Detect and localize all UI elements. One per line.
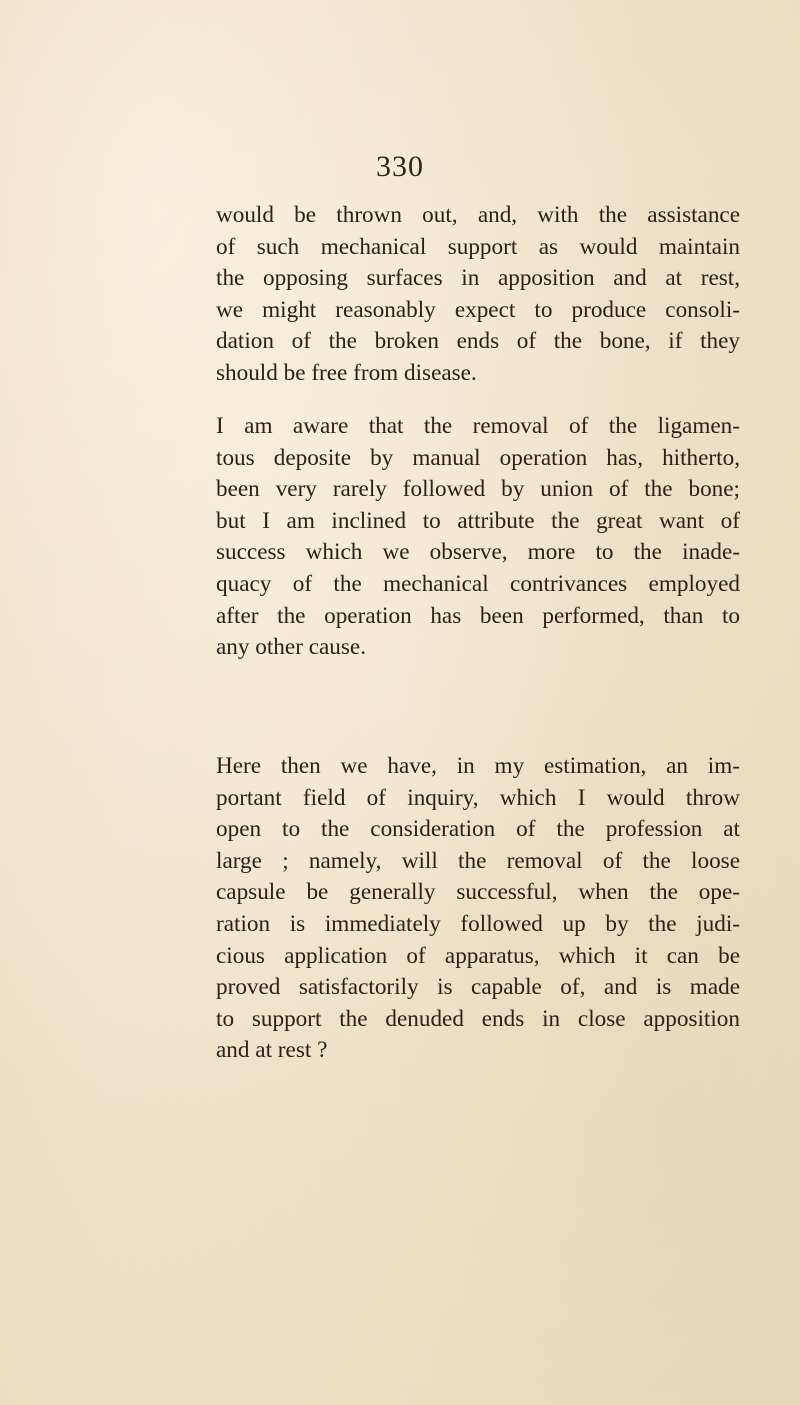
text-line: any other cause. [216,634,367,661]
text-line: dation of the broken ends of the bone, if they [216,328,740,355]
text-line: and at rest ? [216,1037,328,1064]
text-line: after the operation has been performed, than to [216,602,740,629]
text-line: the opposing surfaces in apposition and at rest, [216,265,740,292]
text-line: but I am inclined to attribute the great want of [216,507,740,534]
text-line: would be thrown out, and, with the assistance [216,202,740,228]
text-line: quacy of the mechanical contrivances employed [216,570,740,597]
text-line: cious application of apparatus, which it can be [216,942,740,969]
text-line: capsule be generally successful, when the ope- [216,879,740,906]
text-line: large ; namely, will the removal of the loose [216,847,740,874]
text-line: ration is immediately followed up by the judi- [216,910,740,937]
text-line: should be free from disease. [216,359,477,386]
paragraph-3 [216,751,740,1067]
text-line: Here then we have, in my estimation, an im- [216,753,740,779]
text-line: success which we observe, more to the inade- [216,539,740,566]
text-line: been very rarely followed by union of the bone; [216,476,740,503]
text-line: we might reasonably expect to produce consoli- [216,296,740,323]
paragraph-1 [216,200,740,390]
text-line: proved satisfactorily is capable of, and is made [216,974,740,1001]
paragraph-2 [216,411,740,664]
text-line: to support the denuded ends in close apposition [216,1005,740,1032]
text-line: tous deposite by manual operation has, hitherto, [216,444,740,471]
page-number: 330 [376,150,424,183]
text-line: of such mechanical support as would maintain [216,233,740,260]
text-line: I am aware that the removal of the ligamen- [216,413,740,439]
text-line: portant field of inquiry, which I would throw [216,784,740,811]
text-line: open to the consideration of the profession at [216,816,740,843]
